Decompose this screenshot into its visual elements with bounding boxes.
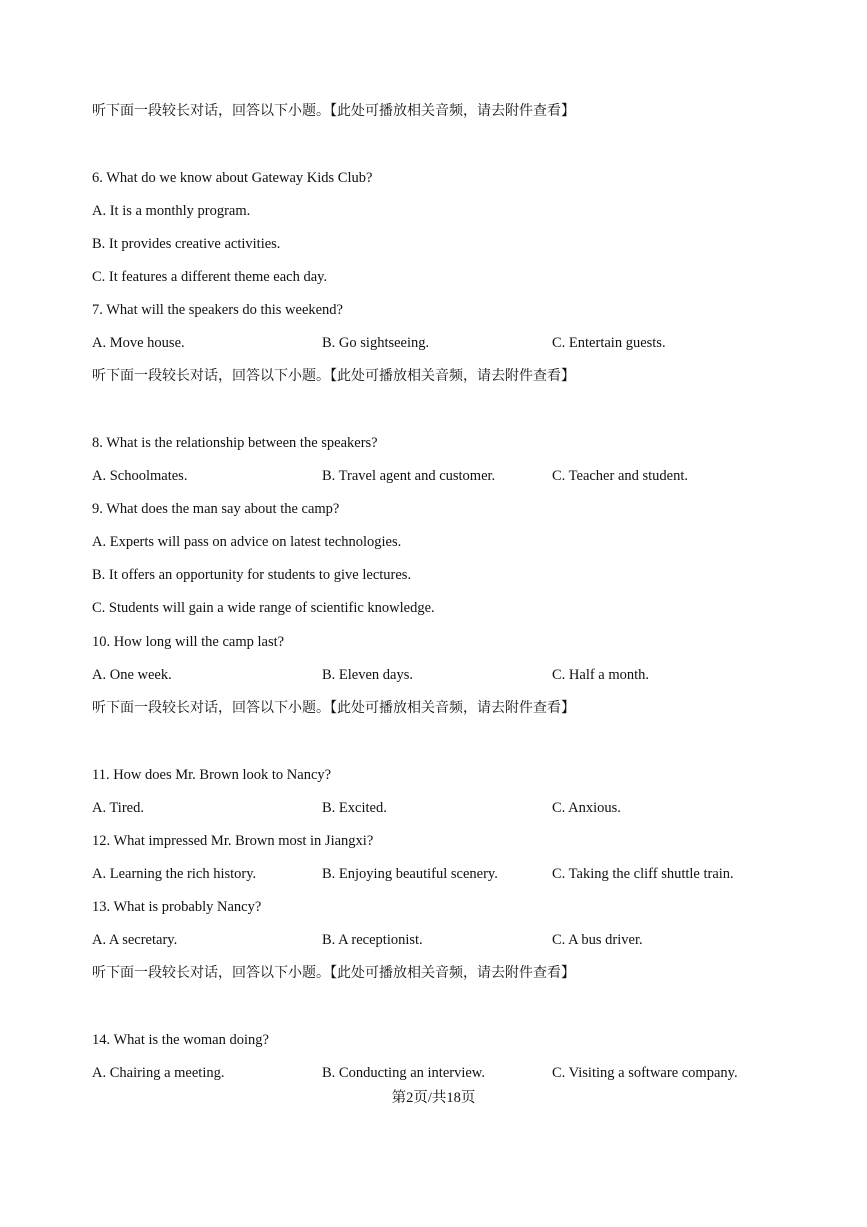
question-8-option-b: B. Travel agent and customer. (322, 468, 496, 484)
question-10-option-b: B. Eleven days. (322, 667, 414, 683)
question-10-option-c: C. Half a month. (552, 667, 650, 683)
question-13-option-b: B. A receptionist. (322, 932, 423, 948)
question-7-option-c: C. Entertain guests. (552, 335, 666, 351)
question-11-option-b: B. Excited. (322, 800, 387, 816)
question-13: 13. What is probably Nancy? (92, 899, 262, 915)
question-6-option-c: C. It features a different theme each day. (92, 269, 328, 285)
question-7: 7. What will the speakers do this weekend? (92, 302, 343, 318)
question-11-option-a: A. Tired. (92, 800, 144, 816)
question-14: 14. What is the woman doing? (92, 1032, 269, 1048)
question-12-option-a: A. Learning the rich history. (92, 866, 257, 882)
question-10-option-a: A. One week. (92, 667, 172, 683)
question-8-option-a: A. Schoolmates. (92, 468, 188, 484)
question-7-option-a: A. Move house. (92, 335, 185, 351)
question-9-option-a: A. Experts will pass on advice on latest technologies. (92, 534, 402, 550)
question-13-option-c: C. A bus driver. (552, 932, 643, 948)
question-14-option-b: B. Conducting an interview. (322, 1065, 485, 1081)
section-instruction: 听下面一段较长对话，回答以下小题。【此处可播放相关音频，请去附件查看】 (92, 700, 575, 716)
question-14-option-c: C. Visiting a software company. (552, 1065, 738, 1081)
question-6-option-b: B. It provides creative activities. (92, 236, 281, 252)
question-8: 8. What is the relationship between the speakers? (92, 435, 378, 451)
question-9: 9. What does the man say about the camp? (92, 501, 340, 517)
question-8-option-c: C. Teacher and student. (552, 468, 689, 484)
question-6: 6. What do we know about Gateway Kids Club? (92, 170, 373, 186)
question-6-option-a: A. It is a monthly program. (92, 203, 251, 219)
question-7-option-b: B. Go sightseeing. (322, 335, 430, 351)
question-9-option-c: C. Students will gain a wide range of scientific knowledge. (92, 600, 435, 616)
section-instruction: 听下面一段较长对话，回答以下小题。【此处可播放相关音频，请去附件查看】 (92, 368, 575, 384)
question-10: 10. How long will the camp last? (92, 634, 285, 650)
question-12: 12. What impressed Mr. Brown most in Jiangxi? (92, 833, 374, 849)
page-number-footer: 第2页/共18页 (391, 1090, 476, 1106)
question-12-option-c: C. Taking the cliff shuttle train. (552, 866, 734, 882)
question-11: 11. How does Mr. Brown look to Nancy? (92, 767, 332, 783)
section-instruction: 听下面一段较长对话，回答以下小题。【此处可播放相关音频，请去附件查看】 (92, 103, 575, 119)
question-12-option-b: B. Enjoying beautiful scenery. (322, 866, 498, 882)
question-9-option-b: B. It offers an opportunity for students to give lectures. (92, 567, 412, 583)
question-13-option-a: A. A secretary. (92, 932, 178, 948)
section-instruction: 听下面一段较长对话，回答以下小题。【此处可播放相关音频，请去附件查看】 (92, 965, 575, 981)
question-11-option-c: C. Anxious. (552, 800, 621, 816)
question-14-option-a: A. Chairing a meeting. (92, 1065, 225, 1081)
